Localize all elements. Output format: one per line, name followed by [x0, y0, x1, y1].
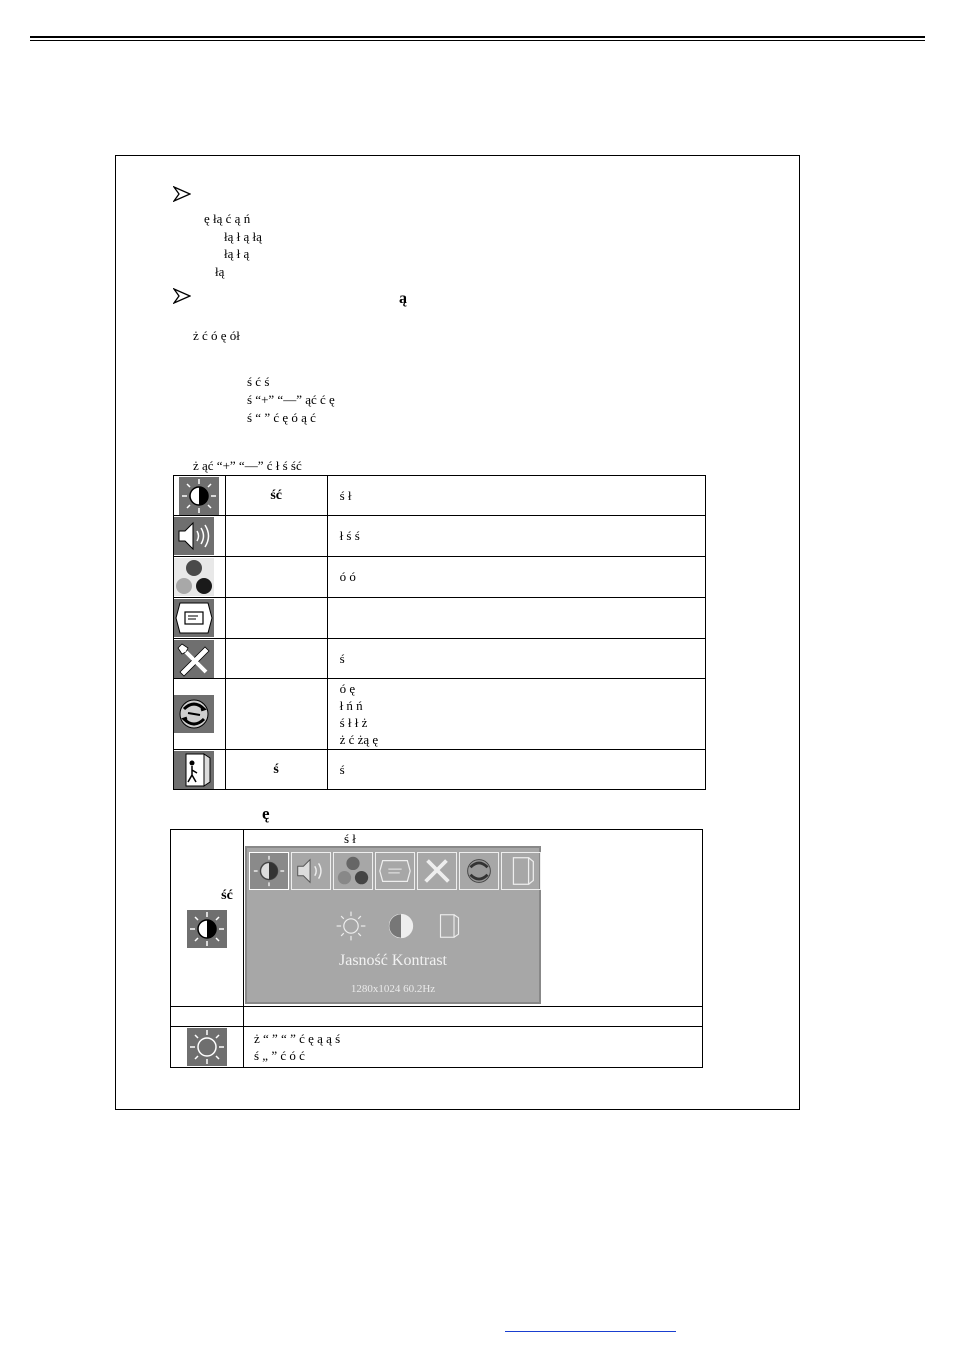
section2-line-1: ś ć ś [247, 374, 270, 389]
exit-door-icon [502, 853, 540, 889]
table-row [174, 750, 706, 790]
osd-tab-color [333, 852, 373, 890]
osd-contrast-icon [383, 908, 419, 944]
empty-cell [244, 1007, 703, 1027]
detail-desc-brightness-adjust [244, 1027, 703, 1068]
table-row [174, 679, 706, 750]
section2-line-2: ś “+” “—” ąć ć ę [247, 392, 335, 407]
menu-label-tools [225, 639, 327, 679]
menu-label-exit: ś [225, 750, 327, 790]
osd-tab-tools [417, 852, 457, 890]
exit-door-icon [174, 751, 214, 789]
osd-screenshot [245, 846, 541, 1004]
image-position-icon [174, 599, 214, 637]
table-row [171, 1027, 703, 1068]
menu-label-color [225, 557, 327, 598]
brightness-contrast-icon [250, 853, 288, 889]
menu-desc-exit: ś [327, 750, 705, 790]
speaker-icon [292, 853, 330, 889]
section2-heading: ą [399, 290, 407, 307]
menu-desc-reset-line-3: ś ł ł ż [339, 715, 368, 730]
osd-brightness-icon [333, 908, 369, 944]
osd-menu-labels: Jasność Kontrast [339, 952, 447, 969]
color-dots-icon [174, 558, 214, 596]
menu-label-image [225, 598, 327, 639]
menu-desc-reset-line-4: ż ć żą ę [339, 732, 379, 747]
detail-desc-line-2: ś „ ” ć ó ć [254, 1048, 305, 1063]
osd-tab-brightness [249, 852, 289, 890]
detail-label-brightness: ść [221, 888, 233, 903]
section3-heading: ę [262, 804, 270, 823]
color-dots-icon [334, 853, 372, 889]
brightness-contrast-icon [187, 910, 227, 948]
table-row [174, 557, 706, 598]
menu-desc-reset-line-1: ó ę [339, 681, 356, 696]
table-row [171, 1007, 703, 1027]
table-row [174, 598, 706, 639]
menu-desc-brightness: ś ł [327, 476, 705, 516]
table-row [174, 476, 706, 516]
detail-desc-line-1: ż “ ” “ ” ć ę ą ą ś [254, 1031, 341, 1046]
header-rule-thin [30, 40, 925, 41]
reset-icon [174, 695, 214, 733]
tools-icon [174, 640, 214, 678]
menu-desc-color: ó ó [327, 557, 705, 598]
osd-tab-reset [459, 852, 499, 890]
image-position-icon [376, 853, 414, 889]
osd-tab-exit [501, 852, 541, 890]
brightness-contrast-icon [179, 477, 219, 515]
sun-icon [187, 1028, 227, 1066]
detail-desc-brightness: ś ł [244, 830, 703, 1007]
section1-line-1: ę łą ć ą ń [204, 211, 251, 226]
empty-cell [171, 1007, 244, 1027]
menu-desc-reset [327, 679, 705, 750]
menu-desc-audio: ł ś ś [327, 516, 705, 557]
bullet-arrow-icon [173, 186, 191, 202]
header-rule [30, 36, 925, 38]
section2-intro: ż ć ó ę ół [193, 328, 240, 343]
osd-exit-icon [433, 908, 463, 944]
menu-desc-reset-line-2: ł ń ń [339, 698, 363, 713]
menu-label-reset [225, 679, 327, 750]
menu-table-intro: ż ąć “+” “—” ć ł ś ść [193, 458, 302, 473]
section1-line-4: łą [215, 264, 225, 279]
reset-icon [460, 853, 498, 889]
section1-line-3: łą ł ą [224, 246, 250, 261]
osd-resolution: 1280x1024 60.2Hz [350, 983, 436, 995]
section2-line-3: ś “ ” ć ę ó ą ć [247, 410, 316, 425]
osd-tab-image [375, 852, 415, 890]
table-row [174, 639, 706, 679]
osd-tab-audio [291, 852, 331, 890]
menu-table [173, 475, 706, 790]
menu-label-audio [225, 516, 327, 557]
tools-icon [418, 853, 456, 889]
section1-line-2: łą ł ą łą [224, 229, 262, 244]
table-row [174, 516, 706, 557]
speaker-icon [174, 517, 214, 555]
menu-desc-image [327, 598, 705, 639]
bullet-arrow-icon [173, 288, 191, 304]
menu-label-brightness: ść [225, 476, 327, 516]
menu-desc-tools: ś [327, 639, 705, 679]
footer-link-underline[interactable] [505, 1330, 676, 1332]
